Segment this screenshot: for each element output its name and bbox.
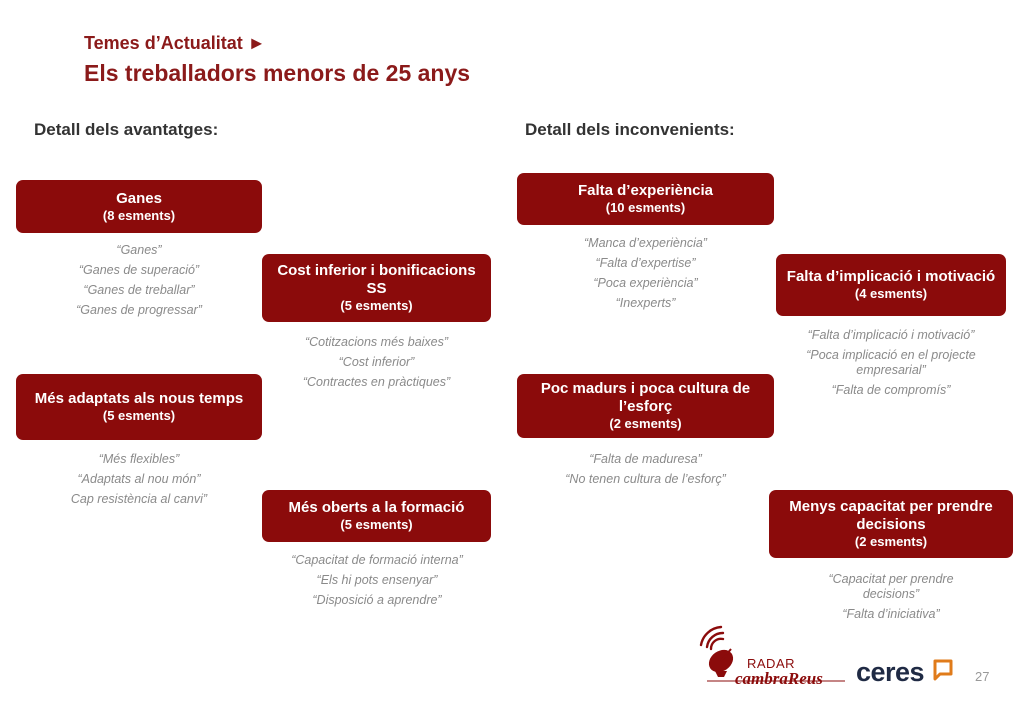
advantage-card-cost (262, 254, 491, 322)
advantages-heading: Detall dels avantatges: (34, 120, 219, 139)
advantage-quotes-adaptats (16, 452, 262, 512)
advantage-quotes-ganes (16, 243, 262, 323)
ceres-speech-icon (932, 659, 954, 685)
quote: “Ganes” (116, 243, 162, 257)
quote: “Manca d’experiència” (584, 236, 707, 250)
card-count: (2 esments) (854, 534, 928, 549)
quote: “Adaptats al nou món” (77, 472, 201, 486)
quote: “Falta d’iniciativa” (842, 607, 940, 621)
card-count: (2 esments) (609, 416, 682, 431)
quote: “Ganes de treballar” (83, 283, 195, 297)
ceres-logo-text: ceres (856, 657, 925, 687)
quote: “Falta d’expertise” (595, 256, 696, 270)
card-count: (5 esments) (340, 298, 413, 313)
card-title: Falta d’experiència (577, 182, 714, 199)
disadvantage-quotes-experiencia (517, 236, 774, 316)
disadvantage-card-implicacio (776, 254, 1006, 316)
quote: “Més flexibles” (98, 452, 180, 466)
quote: “Els hi pots ensenyar” (316, 573, 438, 587)
disadvantage-card-experiencia (517, 173, 774, 225)
quote: “Disposició a aprendre” (312, 593, 442, 607)
card-title: Poc madurs i poca cultura de l’esforç (540, 380, 751, 415)
card-title: Falta d’implicació i motivació (786, 268, 996, 285)
disadvantage-quotes-madurs (517, 452, 774, 492)
advantage-quotes-cost (262, 335, 491, 395)
quote: “Poca implicació en el projecte empresarial” (806, 348, 976, 377)
card-title: Més oberts a la formació (288, 499, 465, 516)
disadvantages-heading: Detall dels inconvenients: (525, 120, 735, 139)
card-title: Cost inferior i bonificacions SS (277, 262, 476, 297)
disadvantage-card-decisions (769, 490, 1013, 558)
quote: “Ganes de progressar” (76, 303, 202, 317)
card-title: Més adaptats als nous temps (34, 390, 244, 407)
page-title: Els treballadors menors de 25 anys (84, 60, 471, 86)
radar-cambrareus-logo (697, 625, 847, 690)
card-count: (4 esments) (854, 286, 928, 301)
quote: “Falta d’implicació i motivació” (807, 328, 975, 342)
radar-logo-text: RADAR (747, 656, 796, 671)
card-count: (5 esments) (102, 408, 176, 423)
advantage-card-ganes (16, 180, 262, 233)
ceres-logo (856, 657, 956, 692)
card-count: (5 esments) (340, 517, 413, 532)
quote: “Cotitzacions més baixes” (304, 335, 449, 349)
section-kicker: Temes d’Actualitat ► (84, 33, 266, 53)
quote: “Inexperts” (615, 296, 676, 310)
quote: Cap resistència al canvi” (70, 492, 208, 506)
cambrareus-logo-text: cambraReus (735, 669, 823, 688)
quote: “Contractes en pràctiques” (302, 375, 451, 389)
quote: “Falta de compromís” (831, 383, 951, 397)
quote: “Cost inferior” (338, 355, 415, 369)
quote: “No tenen cultura de l’esforç” (565, 472, 726, 486)
quote: “Ganes de superació” (78, 263, 200, 277)
advantage-card-formacio (262, 490, 491, 542)
quote: “Falta de maduresa” (589, 452, 702, 466)
disadvantage-quotes-implicacio (776, 328, 1006, 403)
page-number: 27 (975, 669, 990, 684)
card-count: (8 esments) (102, 207, 176, 223)
card-title: Menys capacitat per prendre decisions (789, 498, 993, 533)
disadvantage-quotes-decisions (800, 572, 982, 627)
advantage-quotes-formacio (287, 553, 467, 613)
quote: “Capacitat de formació interna” (291, 553, 463, 567)
card-count: (10 esments) (605, 200, 686, 215)
disadvantage-card-madurs (517, 374, 774, 438)
card-title: Ganes (116, 189, 162, 207)
quote: “Poca experiència” (593, 276, 698, 290)
quote: “Capacitat per prendre decisions” (828, 572, 954, 601)
advantage-card-adaptats (16, 374, 262, 440)
